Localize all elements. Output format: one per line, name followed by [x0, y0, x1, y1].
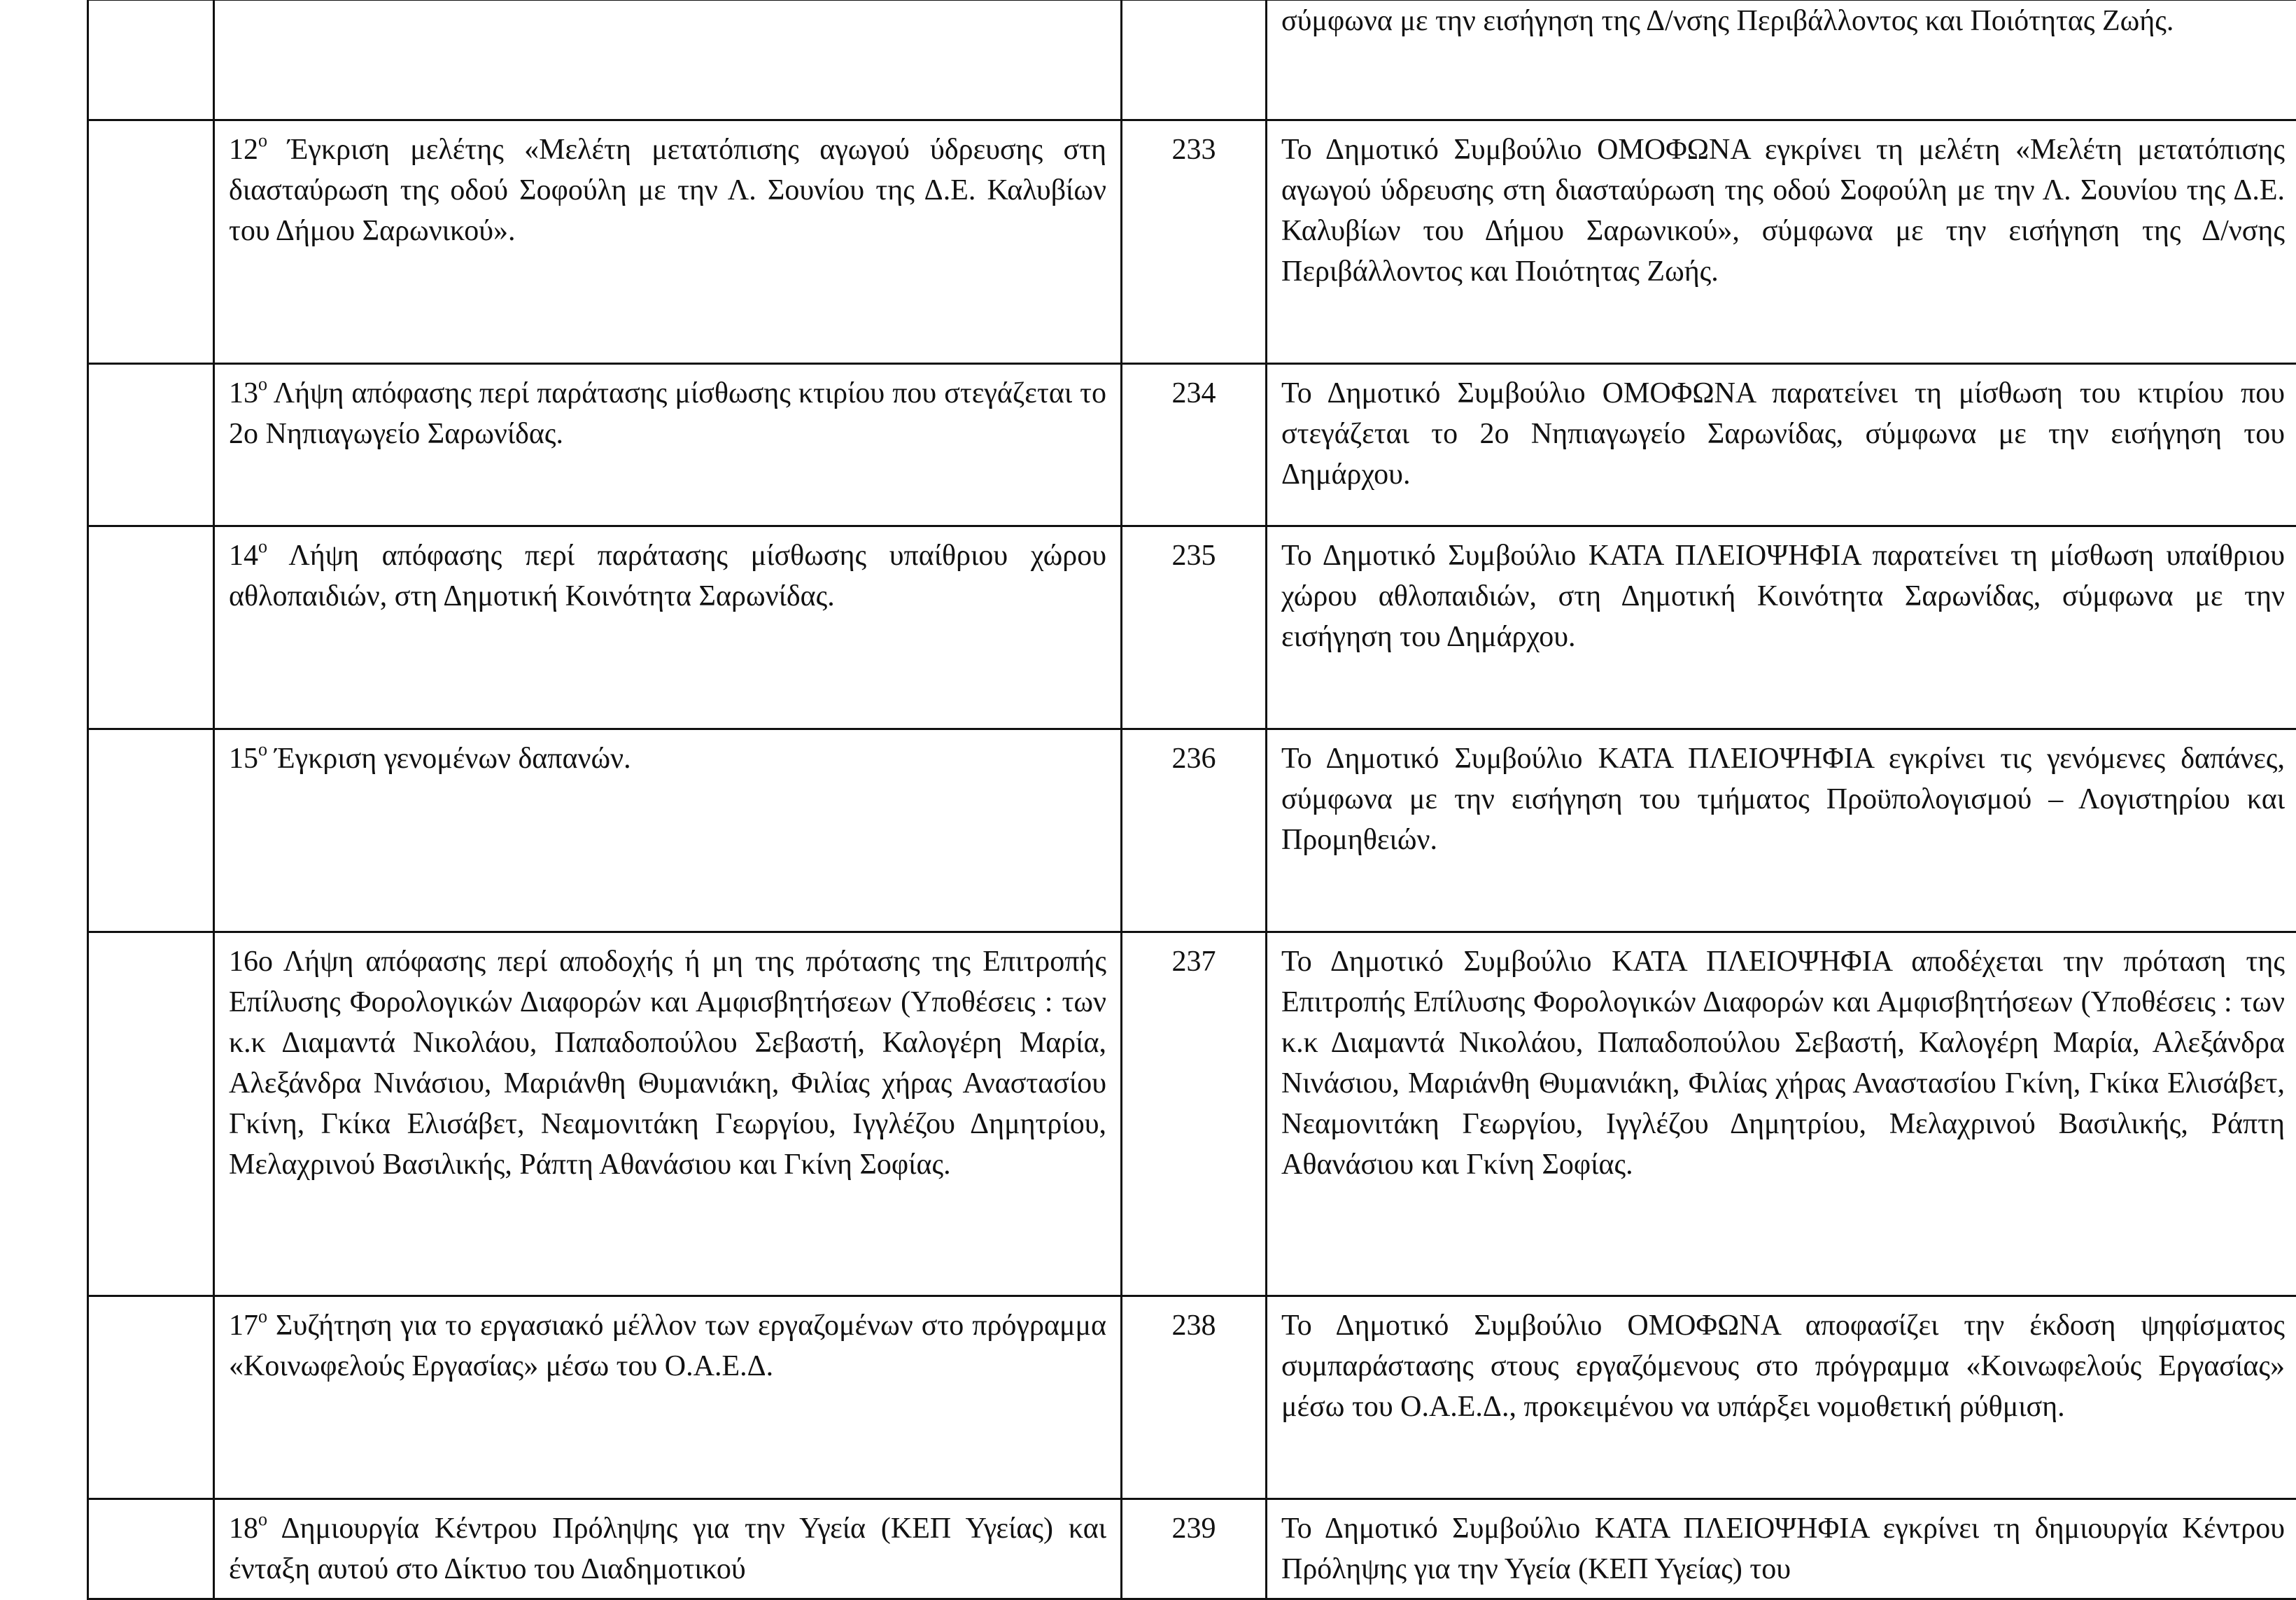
topic-text: Λήψη απόφασης περί παράτασης μίσθωσης κτιρίου που στεγάζεται το 2ο Νηπιαγωγείο Σαρωνίδας.	[229, 377, 1106, 450]
topic-text: 16ο Λήψη απόφασης περί αποδοχής ή μη της πρότασης της Επιτροπής Επίλυσης Φορολογικών Διαφορών και Αμφισβητήσεων (Υποθέσεις : των κ.κ Διαμαντά Νικολάου, Παπαδοπούλου Σεβαστή, Καλογέρη Μαρία, Αλεξάνδρα Νινάσιου, Μαριάνθη Θυμανιάκη, Φιλίας χήρας Αναστασίου Γκίνη, Γκίκα Ελισάβετ, Νεαμονιτάκη Γεωργίου, Ιγγλέζου Δημητρίου, Μελαχρινού Βασιλικής, Ράπτη Αθανάσιου και Γκίνη Σοφίας.	[229, 946, 1106, 1181]
decision-text-cell: Το Δημοτικό Συμβούλιο ΚΑΤΑ ΠΛΕΙΟΨΗΦΙΑ παρατείνει τη μίσθωση υπαίθριου χώρου αθλοπαιδιών, στη Δημοτική Κοινότητα Σαρωνίδας, σύμφωνα με την εισήγηση του Δημάρχου.	[1267, 526, 2296, 729]
council-decisions-table	[87, 0, 2296, 1600]
decision-text-cell: Το Δημοτικό Συμβούλιο ΚΑΤΑ ΠΛΕΙΟΨΗΦΙΑ εγκρίνει τη δημιουργία Κέντρου Πρόληψης για την Υγεία (ΚΕΠ Υγείας) του	[1267, 1499, 2296, 1599]
topic-text: Δημιουργία Κέντρου Πρόληψης για την Υγεία (ΚΕΠ Υγείας) και ένταξη αυτού στο Δίκτυο του Διαδημοτικού	[229, 1513, 1106, 1585]
agenda-topic-cell	[214, 120, 1122, 364]
row-number-cell	[88, 1296, 214, 1499]
table-row	[88, 932, 2296, 1296]
row-number-cell	[88, 729, 214, 932]
table-row	[88, 526, 2296, 729]
topic-text: Συζήτηση για το εργασιακό μέλλον των εργαζομένων στο πρόγραμμα «Κοινωφελούς Εργασίας» μέσω του Ο.Α.Ε.Δ.	[229, 1310, 1106, 1382]
topic-ordinal-suffix: ο	[258, 739, 267, 759]
decision-number-cell: 237	[1122, 932, 1267, 1296]
table-row	[88, 0, 2296, 120]
agenda-topic-cell	[214, 729, 1122, 932]
topic-ordinal: 12	[229, 134, 258, 166]
row-number-cell	[88, 526, 214, 729]
topic-ordinal-suffix: ο	[258, 374, 267, 394]
decision-text-cell: σύμφωνα με την εισήγηση της Δ/νσης Περιβάλλοντος και Ποιότητας Ζωής.	[1267, 0, 2296, 120]
agenda-topic-cell	[214, 1499, 1122, 1599]
topic-text: Λήψη απόφασης περί παράτασης μίσθωσης υπαίθριου χώρου αθλοπαιδιών, στη Δημοτική Κοινότητα Σαρωνίδας.	[229, 540, 1106, 612]
table-row	[88, 364, 2296, 526]
decision-number-cell: 238	[1122, 1296, 1267, 1499]
topic-text: Έγκριση γενομένων δαπανών.	[267, 743, 631, 775]
decision-text-cell: Το Δημοτικό Συμβούλιο ΚΑΤΑ ΠΛΕΙΟΨΗΦΙΑ αποδέχεται την πρόταση της Επιτροπής Επίλυσης Φορολογικών Διαφορών και Αμφισβητήσεων (Υποθέσεις : των κ.κ Διαμαντά Νικολάου, Παπαδοπούλου Σεβαστή, Καλογέρη Μαρία, Αλεξάνδρα Νινάσιου, Μαριάνθη Θυμανιάκη, Φιλίας χήρας Αναστασίου Γκίνη, Γκίκα Ελισάβετ, Νεαμονιτάκη Γεωργίου, Ιγγλέζου Δημητρίου, Μελαχρινού Βασιλικής, Ράπτη Αθανάσιου και Γκίνη Σοφίας.	[1267, 932, 2296, 1296]
row-number-cell	[88, 1499, 214, 1599]
topic-ordinal: 15	[229, 743, 258, 775]
topic-ordinal-suffix: ο	[258, 536, 267, 556]
decision-number-cell: 239	[1122, 1499, 1267, 1599]
topic-ordinal-suffix: ο	[258, 130, 267, 150]
topic-ordinal: 18	[229, 1513, 258, 1545]
agenda-topic-cell	[214, 932, 1122, 1296]
row-number-cell	[88, 932, 214, 1296]
agenda-topic-cell	[214, 1296, 1122, 1499]
topic-ordinal-suffix: ο	[258, 1306, 267, 1326]
table-row	[88, 729, 2296, 932]
decision-text-cell: Το Δημοτικό Συμβούλιο ΚΑΤΑ ΠΛΕΙΟΨΗΦΙΑ εγκρίνει τις γενόμενες δαπάνες, σύμφωνα με την εισήγηση του τμήματος Προϋπολογισμού – Λογιστηρίου και Προμηθειών.	[1267, 729, 2296, 932]
decision-text-cell: Το Δημοτικό Συμβούλιο ΟΜΟΦΩΝΑ αποφασίζει την έκδοση ψηφίσματος συμπαράστασης στους εργαζόμενους στο πρόγραμμα «Κοινωφελούς Εργασίας» μέσω του Ο.Α.Ε.Δ., προκειμένου να υπάρξει νομοθετική ρύθμιση.	[1267, 1296, 2296, 1499]
row-number-cell	[88, 0, 214, 120]
table-row	[88, 1296, 2296, 1499]
decision-number-cell: 235	[1122, 526, 1267, 729]
decision-number-cell: 236	[1122, 729, 1267, 932]
row-number-cell	[88, 364, 214, 526]
decision-text-cell: Το Δημοτικό Συμβούλιο ΟΜΟΦΩΝΑ εγκρίνει τη μελέτη «Μελέτη μετατόπισης αγωγού ύδρευσης στη διασταύρωση της οδού Σοφούλη με την Λ. Σουνίου της Δ.Ε. Καλυβίων του Δήμου Σαρωνικού», σύμφωνα με την εισήγηση της Δ/νσης Περιβάλλοντος και Ποιότητας Ζωής.	[1267, 120, 2296, 364]
agenda-topic-cell	[214, 526, 1122, 729]
table-row	[88, 120, 2296, 364]
topic-text: Έγκριση μελέτης «Μελέτη μετατόπισης αγωγού ύδρευσης στη διασταύρωση της οδού Σοφούλη με την Λ. Σουνίου της Δ.Ε. Καλυβίων του Δήμου Σαρωνικού».	[229, 134, 1106, 247]
decision-number-cell	[1122, 0, 1267, 120]
agenda-topic-cell	[214, 364, 1122, 526]
decision-text-cell: Το Δημοτικό Συμβούλιο ΟΜΟΦΩΝΑ παρατείνει τη μίσθωση του κτιρίου που στεγάζεται το 2ο Νηπιαγωγείο Σαρωνίδας, σύμφωνα με την εισήγηση του Δημάρχου.	[1267, 364, 2296, 526]
agenda-topic-cell	[214, 0, 1122, 120]
decision-number-cell: 234	[1122, 364, 1267, 526]
topic-ordinal: 14	[229, 540, 258, 572]
decision-number-cell: 233	[1122, 120, 1267, 364]
row-number-cell	[88, 120, 214, 364]
topic-ordinal: 13	[229, 377, 258, 409]
topic-ordinal: 17	[229, 1310, 258, 1342]
topic-ordinal-suffix: ο	[258, 1509, 267, 1529]
table-row	[88, 1499, 2296, 1599]
